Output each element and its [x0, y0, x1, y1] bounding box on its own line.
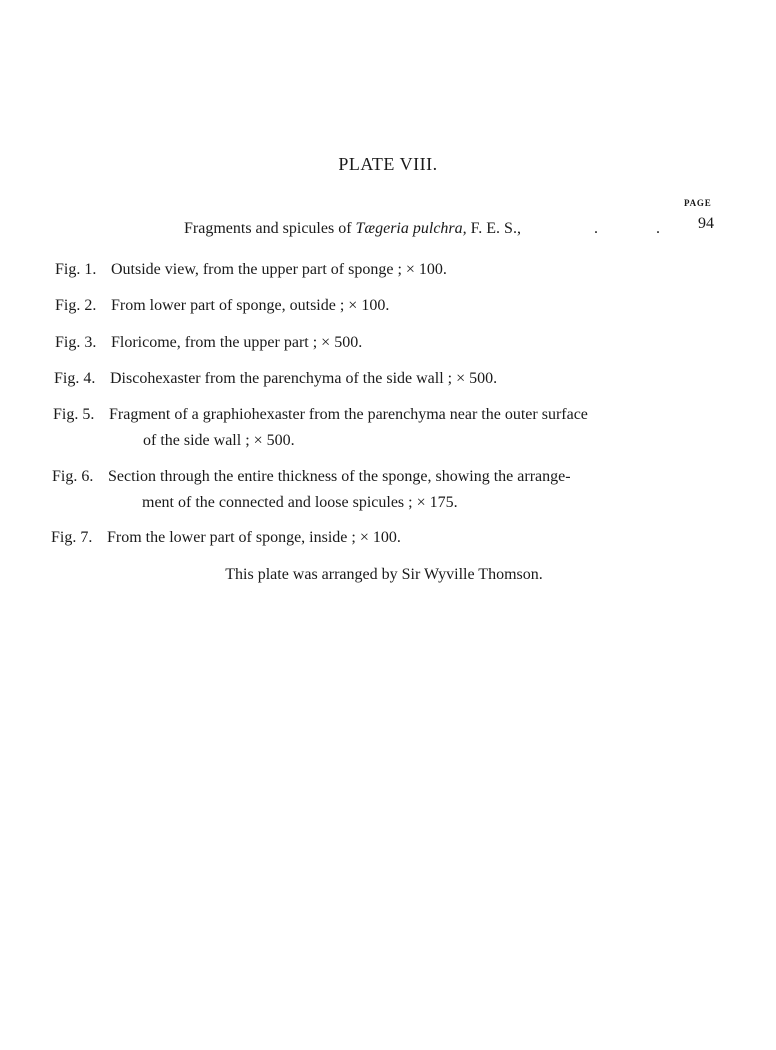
subject-suffix: F. E. S., — [466, 220, 521, 237]
figure-label: Fig. 4. — [54, 370, 96, 387]
plate-subject — [184, 220, 521, 238]
figure-label: Fig. 2. — [55, 297, 97, 314]
figure-caption: Discohexaster from the parenchyma of the side wall ; × 500. — [110, 370, 498, 387]
plate-title: PLATE VIII. — [338, 154, 438, 174]
figure-caption-continuation: ment of the connected and loose spicules ; × 175. — [142, 494, 458, 511]
figure-label: Fig. 3. — [55, 334, 97, 351]
figure-caption-continuation: of the side wall ; × 500. — [143, 432, 295, 449]
figure-label: Fig. 1. — [55, 261, 97, 278]
species-name: Tægeria pulchra, — [355, 220, 467, 237]
figure-caption: From lower part of sponge, outside ; × 100. — [111, 297, 390, 314]
figure-caption: Section through the entire thickness of the sponge, showing the arrange- — [108, 468, 571, 485]
leader-dot: . — [594, 220, 598, 237]
arrangement-note-text: This plate was arranged by Sir Wyville Thomson. — [225, 566, 543, 583]
page-column-header: PAGE — [684, 198, 712, 208]
page-number: 94 — [698, 215, 714, 232]
subject-prefix: Fragments and spicules of — [184, 220, 356, 237]
figure-label: Fig. 5. — [53, 406, 95, 423]
figure-caption: Outside view, from the upper part of sponge ; × 100. — [111, 261, 447, 278]
leader-dot: . — [656, 220, 660, 237]
figure-label: Fig. 6. — [52, 468, 94, 485]
figure-caption: Floricome, from the upper part ; × 500. — [111, 334, 363, 351]
figure-caption: From the lower part of sponge, inside ; × 100. — [107, 529, 401, 546]
arrangement-note — [0, 566, 776, 584]
figure-label: Fig. 7. — [51, 529, 93, 546]
figure-caption: Fragment of a graphiohexaster from the parenchyma near the outer surface — [109, 406, 588, 423]
